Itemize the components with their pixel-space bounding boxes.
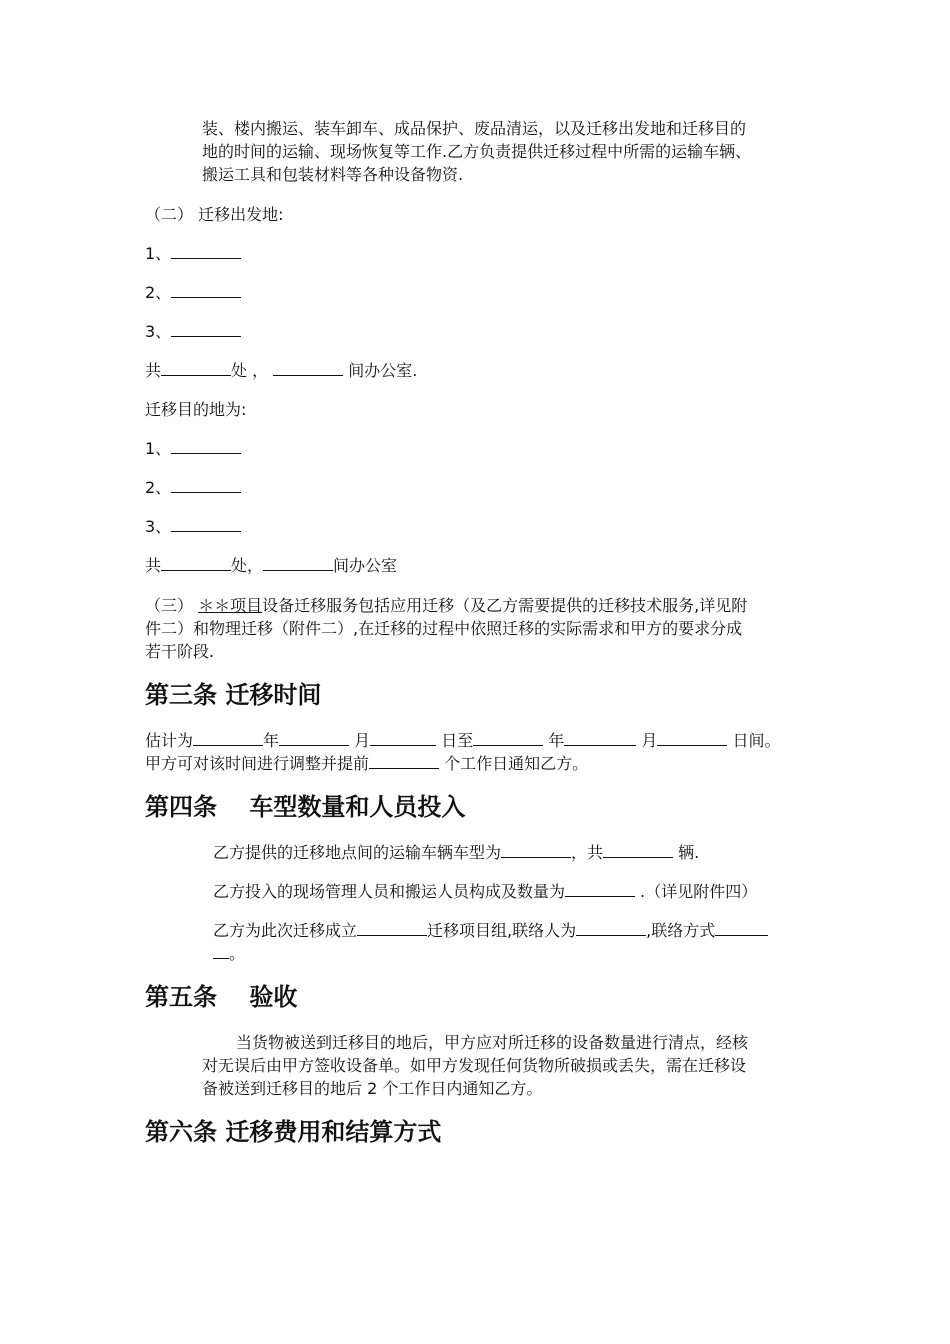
blank-field [564, 730, 636, 746]
blank-field [369, 753, 439, 769]
article-4-line-4: 。 [213, 942, 245, 965]
blank-field [171, 321, 241, 337]
origin-heading: （二） 迁移出发地: [145, 205, 284, 224]
article-3-line-2: 甲方可对该时间进行调整并提前 个工作日通知乙方。 [145, 754, 589, 773]
origin-item-1: 1、 [145, 242, 241, 265]
article-4-heading: 第四条 车型数量和人员投入 [145, 793, 466, 821]
scope-line-1: （三） ＊＊项目设备迁移服务包括应用迁移（及乙方需要提供的迁移技术服务,详见附 [145, 596, 748, 615]
scope-line-3: 若干阶段. [145, 642, 215, 661]
blank-field [171, 243, 241, 259]
intro-line-1: 装、楼内搬运、装车卸车、成品保护、废品清运，以及迁移出发地和迁移目的 [202, 119, 747, 138]
blank-field [213, 943, 229, 959]
blank-field [473, 730, 543, 746]
article-4-line-1: 乙方提供的迁移地点间的运输车辆车型为 ，共 辆. [213, 843, 700, 862]
scope-line-2: 件二）和物理迁移（附件二）,在迁移的过程中依照迁移的实际需求和甲方的要求分成 [145, 619, 743, 638]
blank-field [576, 920, 646, 936]
destination-total: 共 处， 间办公室 [145, 556, 398, 575]
article-5-line-2: 对无误后由甲方签收设备单。如甲方发现任何货物所破损或丢失，需在迁移设 [202, 1056, 747, 1075]
blank-field [357, 920, 427, 936]
destination-item-3: 3、 [145, 515, 241, 538]
blank-field [501, 842, 571, 858]
article-5-heading: 第五条 验收 [145, 983, 298, 1011]
project-name: ＊＊项目 [198, 596, 263, 615]
blank-field [263, 555, 333, 571]
blank-field [657, 730, 727, 746]
blank-field [161, 555, 231, 571]
origin-item-2: 2、 [145, 281, 241, 304]
blank-field [161, 360, 231, 376]
blank-field [565, 881, 635, 897]
destination-item-2: 2、 [145, 476, 241, 499]
origin-item-3: 3、 [145, 320, 241, 343]
article-4-line-3: 乙方为此次迁移成立 迁移项目组,联络人为 ,联络方式 [213, 919, 768, 942]
intro-line-2: 地的时间的运输、现场恢复等工作.乙方负责提供迁移过程中所需的运输车辆、 [202, 142, 752, 161]
origin-total: 共 处 ， 间办公室. [145, 361, 418, 380]
blank-field [171, 477, 241, 493]
blank-field [273, 360, 343, 376]
blank-field [715, 920, 768, 936]
destination-heading: 迁移目的地为: [145, 400, 247, 419]
article-3-heading: 第三条 迁移时间 [145, 681, 322, 709]
destination-item-1: 1、 [145, 437, 241, 460]
blank-field [171, 438, 241, 454]
blank-field [279, 730, 349, 746]
blank-field [171, 282, 241, 298]
article-6-heading: 第六条 迁移费用和结算方式 [145, 1118, 442, 1146]
article-3-line-1: 估计为 年 月 日至 年 月 日间。 [145, 731, 781, 750]
article-5-line-3: 备被送到迁移目的地后 2 个工作日内通知乙方。 [202, 1079, 543, 1098]
article-5-line-1: 当货物被送到迁移目的地后，甲方应对所迁移的设备数量进行清点，经核 [236, 1033, 749, 1052]
blank-field [370, 730, 436, 746]
blank-field [603, 842, 673, 858]
intro-line-3: 搬运工具和包装材料等各种设备物资. [202, 165, 464, 184]
blank-field [171, 516, 241, 532]
article-4-line-2: 乙方投入的现场管理人员和搬运人员构成及数量为 .（详见附件四） [213, 882, 758, 901]
blank-field [193, 730, 263, 746]
